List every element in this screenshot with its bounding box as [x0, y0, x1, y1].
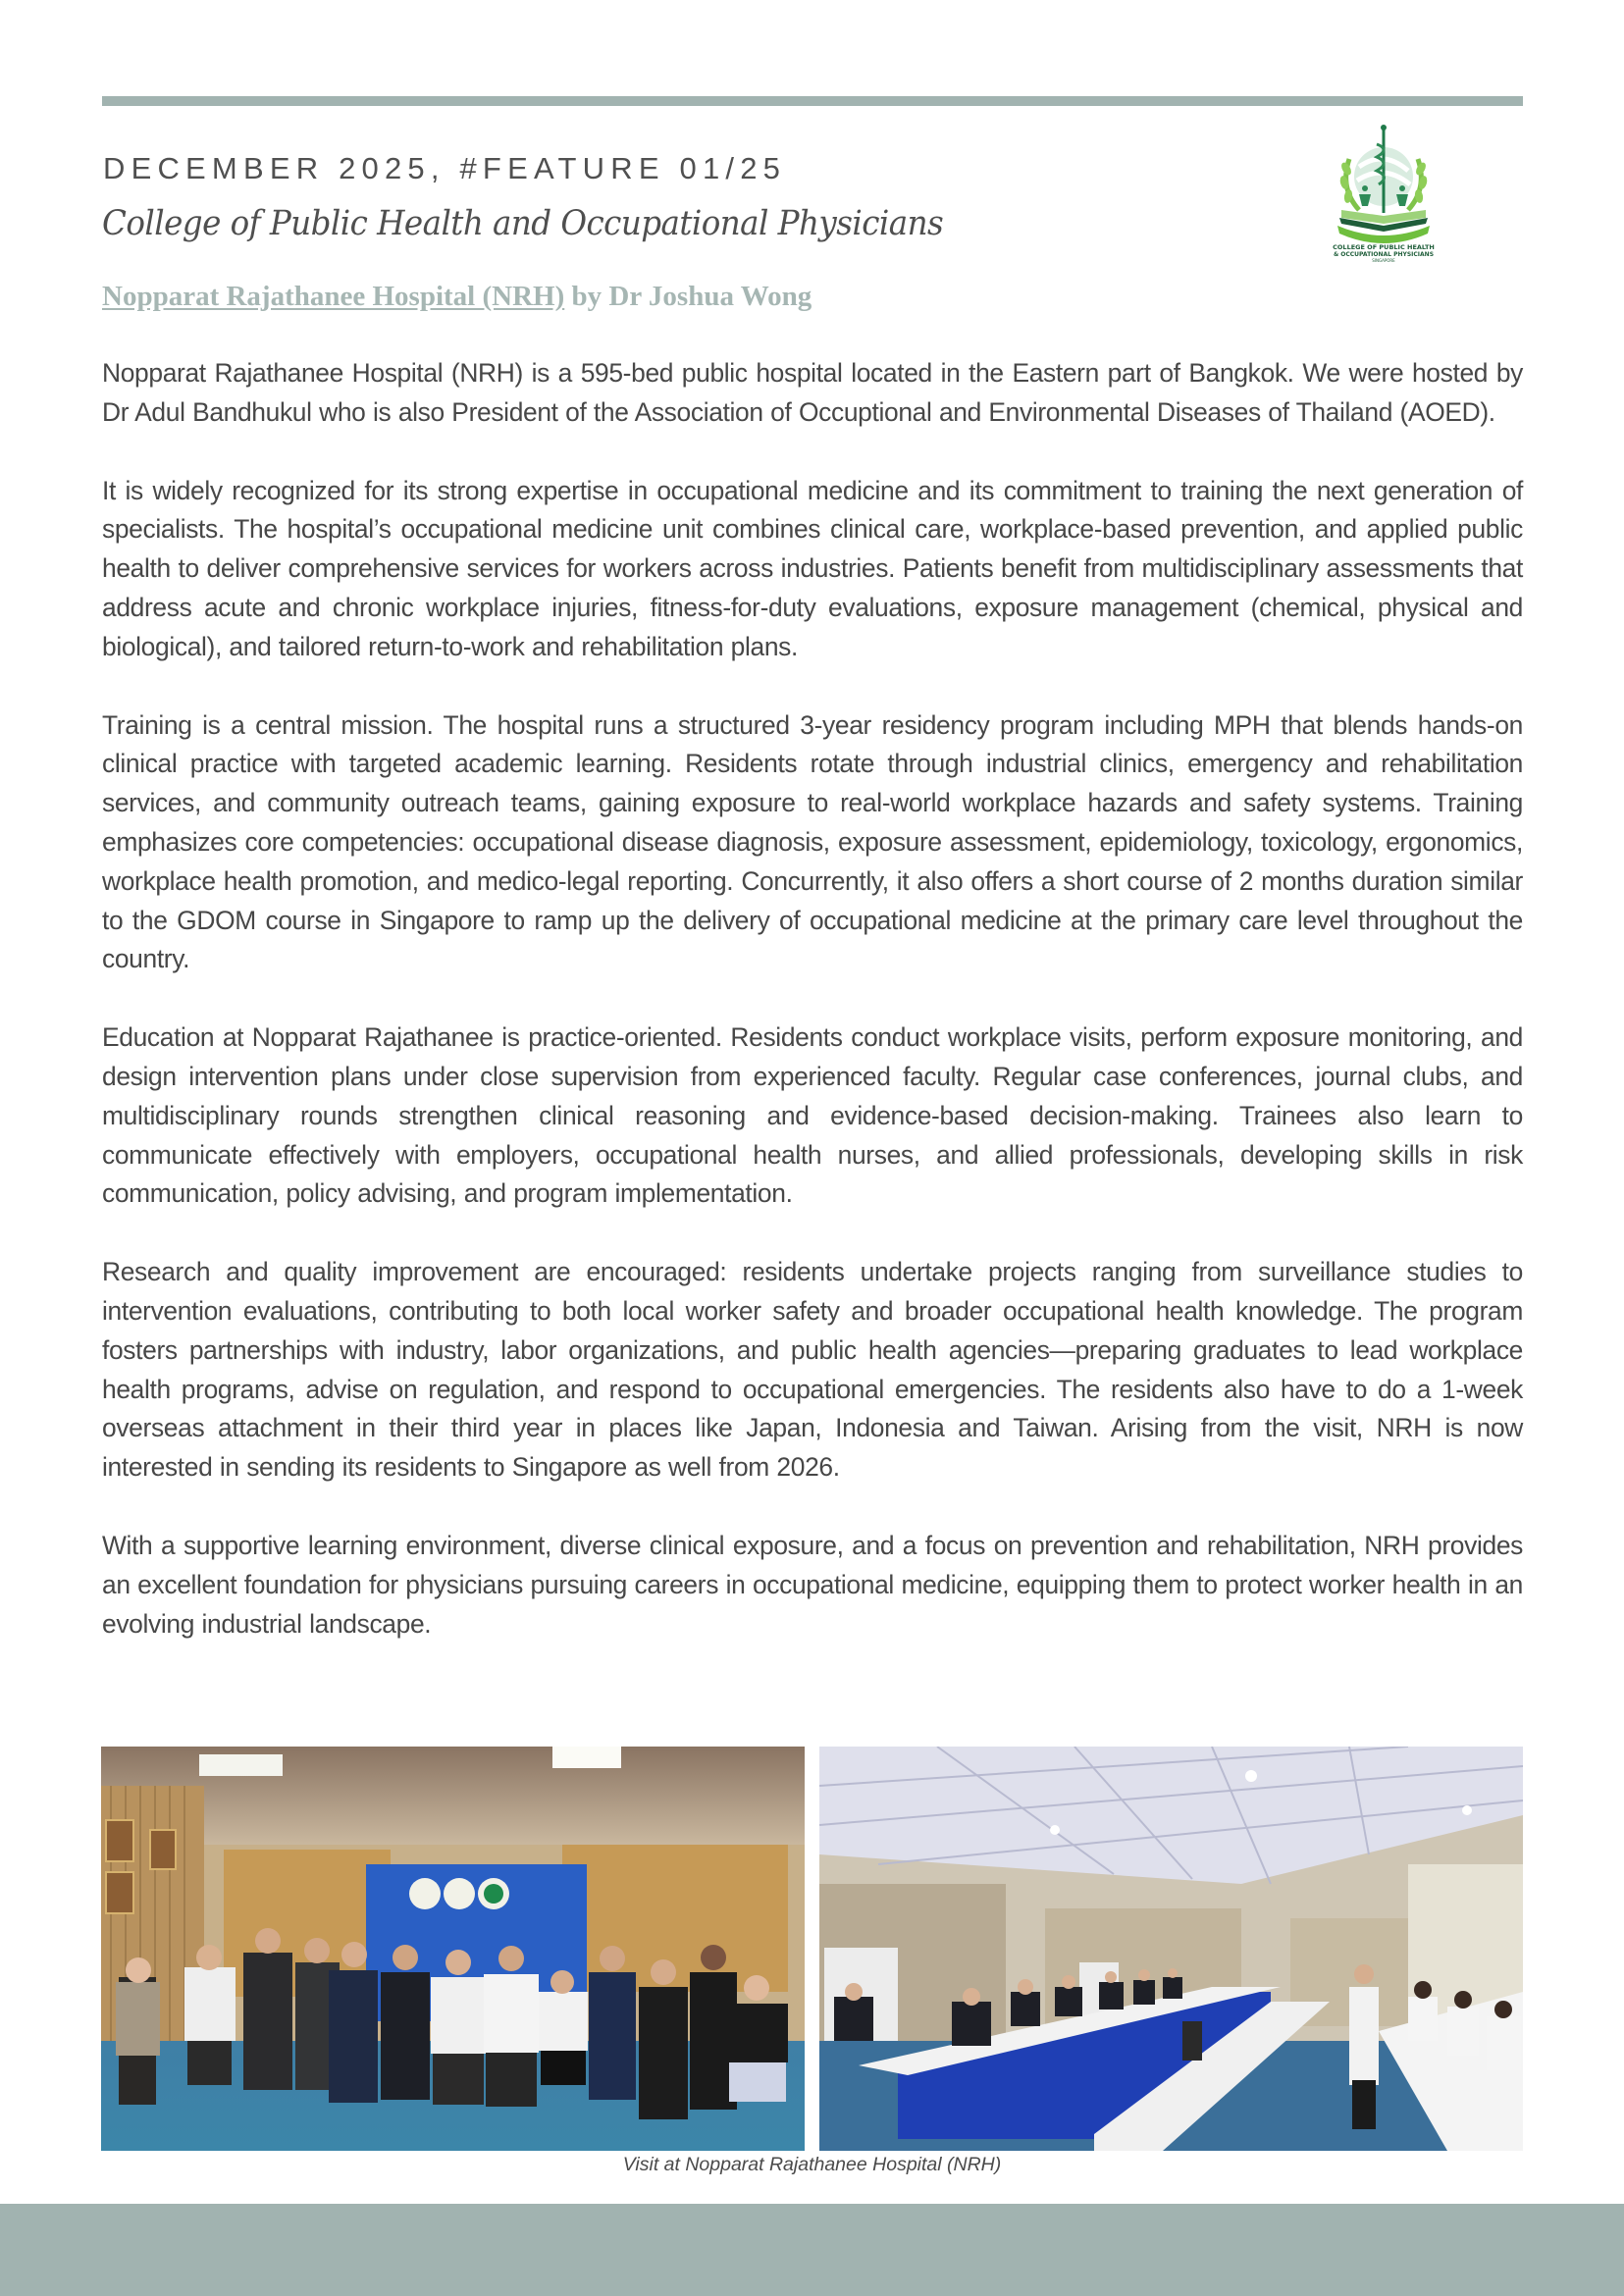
- paragraph-training: Training is a central mission. The hospital runs a structured 3-year residency program including MPH that blends hands-on clinical practice with targeted academic learning. Residents rotate through industrial clinics, emergency and rehabilitation services, and community outreach teams, gaining exposure to real-world workplace hazards and safety systems. Training emphasizes core competencies: occupational disease diagnosis, exposure assessment, epidemiology, toxicology, ergonomics, workplace health promotion, and medico-legal reporting. Concurrently, it also offers a short course of 2 months duration similar to the GDOM course in Singapore to ramp up the delivery of occupational medicine at the primary care level throughout the country.: [102, 709, 1523, 974]
- issue-line: DECEMBER 2025, #FEATURE 01/25: [103, 151, 787, 185]
- byline-author: by Dr Joshua Wong: [564, 281, 812, 312]
- logo-text-line1: COLLEGE OF PUBLIC HEALTH: [1333, 243, 1435, 251]
- paragraph-conclusion: With a supportive learning environment, diverse clinical exposure, and a focus on prevention and rehabilitation, NRH provides an excellent foundation for physicians pursuing careers in occupational medicine, equipping them to protect worker health in an evolving industrial landscape.: [102, 1530, 1523, 1639]
- paragraph-intro: Nopparat Rajathanee Hospital (NRH) is a 595-bed public hospital located in the Eastern part of Bangkok. We were hosted by Dr Adul Bandhukul who is also President of the Association of Occuptional and Environmental Diseases of Thailand (AOED).: [102, 358, 1523, 427]
- paragraph-education: Education at Nopparat Rajathanee is practice-oriented. Residents conduct workplace visits, perform exposure monitoring, and design intervention plans under close supervision from experienced faculty. Regular case conferences, journal clubs, and multidisciplinary rounds strengthen clinical reasoning and evidence-based decision-making. Trainees also learn to communicate effectively with employers, occupational health nurses, and allied professionals, developing skills in risk communication, policy advising, and program implementation.: [102, 1022, 1523, 1209]
- meeting-room-photo: [819, 1747, 1523, 2151]
- top-accent-rule: [102, 96, 1523, 106]
- photo-row: [101, 1747, 1523, 2151]
- article-body: [102, 354, 1523, 1683]
- article-byline: [102, 277, 812, 316]
- college-crest-logo-icon: [1320, 120, 1447, 262]
- footer-band: [0, 2204, 1624, 2296]
- college-title: College of Public Health and Occupational Physicians: [102, 204, 944, 243]
- group-photo: [101, 1747, 805, 2151]
- paragraph-expertise: It is widely recognized for its strong expertise in occupational medicine and its commitment to training the next generation of specialists. The hospital’s occupational medicine unit combines clinical care, workplace-based prevention, and applied public health to deliver comprehensive services for workers across industries. Patients benefit from multidisciplinary assessments that address acute and chronic workplace injuries, fitness-for-duty evaluations, exposure management (chemical, physical and biological), and tailored return-to-work and rehabilitation plans.: [102, 475, 1523, 661]
- paragraph-research: Research and quality improvement are encouraged: residents undertake projects ranging from surveillance studies to intervention evaluations, contributing to both local worker safety and broader occupational health knowledge. The program fosters partnerships with industry, labor organizations, and public health agencies—preparing graduates to lead workplace health programs, advise on regulation, and respond to occupational emergencies. The residents also have to do a 1-week overseas attachment in their third year in places like Japan, Indonesia and Taiwan. Arising from the visit, NRH is now interested in sending its residents to Singapore as well from 2026.: [102, 1257, 1523, 1483]
- logo-text-line2: & OCCUPATIONAL PHYSICIANS: [1333, 251, 1435, 258]
- photo-caption: Visit at Nopparat Rajathanee Hospital (NRH): [622, 2154, 1002, 2175]
- logo-text-line3: SINGAPORE: [1372, 258, 1395, 262]
- hospital-link[interactable]: Nopparat Rajathanee Hospital (NRH): [102, 281, 565, 312]
